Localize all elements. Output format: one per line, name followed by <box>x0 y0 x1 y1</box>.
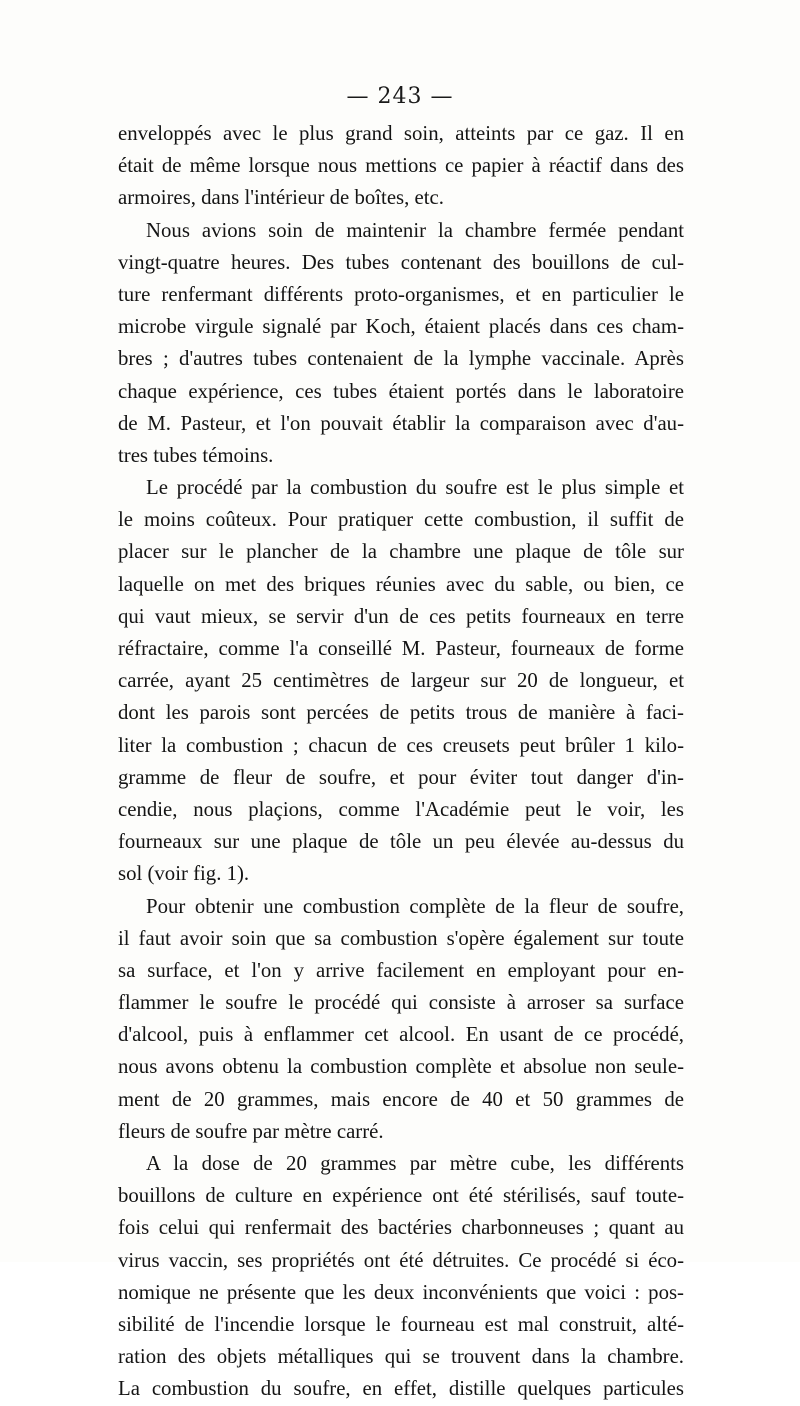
text-line: enveloppés avec le plus grand soin, atteints par ce gaz. Il en <box>118 122 684 145</box>
text-line: bouillons de culture en expérience ont été stérilisés, sauf toute- <box>118 1184 684 1208</box>
text-line: fourneaux sur une plaque de tôle un peu élevée au-dessus du <box>118 830 684 854</box>
text-line: La combustion du soufre, en effet, distille quelques particules <box>118 1377 684 1401</box>
text-line: il faut avoir soin que sa combustion s'opère également sur toute <box>118 926 684 950</box>
text-line: tres tubes témoins. <box>118 443 274 467</box>
page-number: — 243 — <box>346 84 454 109</box>
paragraph <box>118 891 684 1149</box>
text-line: microbe virgule signalé par Koch, étaient placés dans ces cham- <box>118 315 684 339</box>
text-line: laquelle on met des briques réunies avec du sable, ou bien, ce <box>118 572 684 596</box>
text-line: sol (voir fig. 1). <box>118 862 250 886</box>
text-line: ture renfermant différents proto-organismes, et en particulier le <box>118 282 684 306</box>
text-line: Le procédé par la combustion du soufre est le plus simple et <box>146 476 684 500</box>
text-line: Nous avions soin de maintenir la chambre fermée pendant <box>146 218 684 242</box>
text-line: de M. Pasteur, et l'on pouvait établir la comparaison avec d'au- <box>118 411 684 435</box>
text-line: était de même lorsque nous mettions ce papier à réactif dans des <box>118 154 684 178</box>
text-line: le moins coûteux. Pour pratiquer cette combustion, il suffit de <box>118 508 684 532</box>
text-line: qui vaut mieux, se servir d'un de ces petits fourneaux en terre <box>118 604 684 628</box>
paragraph <box>118 215 684 473</box>
paragraph <box>118 1148 684 1406</box>
text-line: dont les parois sont percées de petits trous de manière à faci- <box>118 701 684 725</box>
text-line: bres ; d'autres tubes contenaient de la lymphe vaccinale. Après <box>118 347 684 371</box>
text-line: fois celui qui renfermait des bactéries charbonneuses ; quant au <box>118 1216 684 1240</box>
text-line: flammer le soufre le procédé qui consiste à arroser sa surface <box>118 991 684 1015</box>
text-line: ment de 20 grammes, mais encore de 40 et 50 grammes de <box>118 1087 684 1111</box>
text-line: placer sur le plancher de la chambre une plaque de tôle sur <box>118 540 684 564</box>
text-line: d'alcool, puis à enflammer cet alcool. En usant de ce procédé, <box>118 1023 684 1047</box>
body-text <box>118 118 684 1406</box>
text-line: nomique ne présente que les deux inconvénients que voici : pos- <box>118 1280 684 1304</box>
text-line: sibilité de l'incendie lorsque le fourneau est mal construit, alté- <box>118 1312 684 1336</box>
paragraph <box>118 118 684 215</box>
text-line: fleurs de soufre par mètre carré. <box>118 1119 384 1143</box>
text-line: réfractaire, comme l'a conseillé M. Pasteur, fourneaux de forme <box>118 637 684 660</box>
text-line: ration des objets métalliques qui se trouvent dans la chambre. <box>118 1345 684 1369</box>
text-line: chaque expérience, ces tubes étaient portés dans le laboratoire <box>118 379 684 403</box>
text-line: armoires, dans l'intérieur de boîtes, etc. <box>118 186 444 210</box>
text-line: cendie, nous plaçions, comme l'Académie peut le voir, les <box>118 797 684 821</box>
text-line: virus vaccin, ses propriétés ont été détruites. Ce procédé si éco- <box>118 1248 684 1272</box>
text-line: sa surface, et l'on y arrive facilement en employant pour en- <box>118 958 684 982</box>
text-line: Pour obtenir une combustion complète de la fleur de soufre, <box>146 894 684 918</box>
text-line: gramme de fleur de soufre, et pour éviter tout danger d'in- <box>118 765 684 789</box>
text-line: nous avons obtenu la combustion complète et absolue non seule- <box>118 1055 684 1079</box>
text-line: liter la combustion ; chacun de ces creusets peut brûler 1 kilo- <box>118 733 684 757</box>
text-line: A la dose de 20 grammes par mètre cube, les différents <box>146 1152 684 1175</box>
paragraph <box>118 472 684 890</box>
text-line: vingt-quatre heures. Des tubes contenant des bouillons de cul- <box>118 250 684 274</box>
text-line: carrée, ayant 25 centimètres de largeur sur 20 de longueur, et <box>118 669 684 693</box>
